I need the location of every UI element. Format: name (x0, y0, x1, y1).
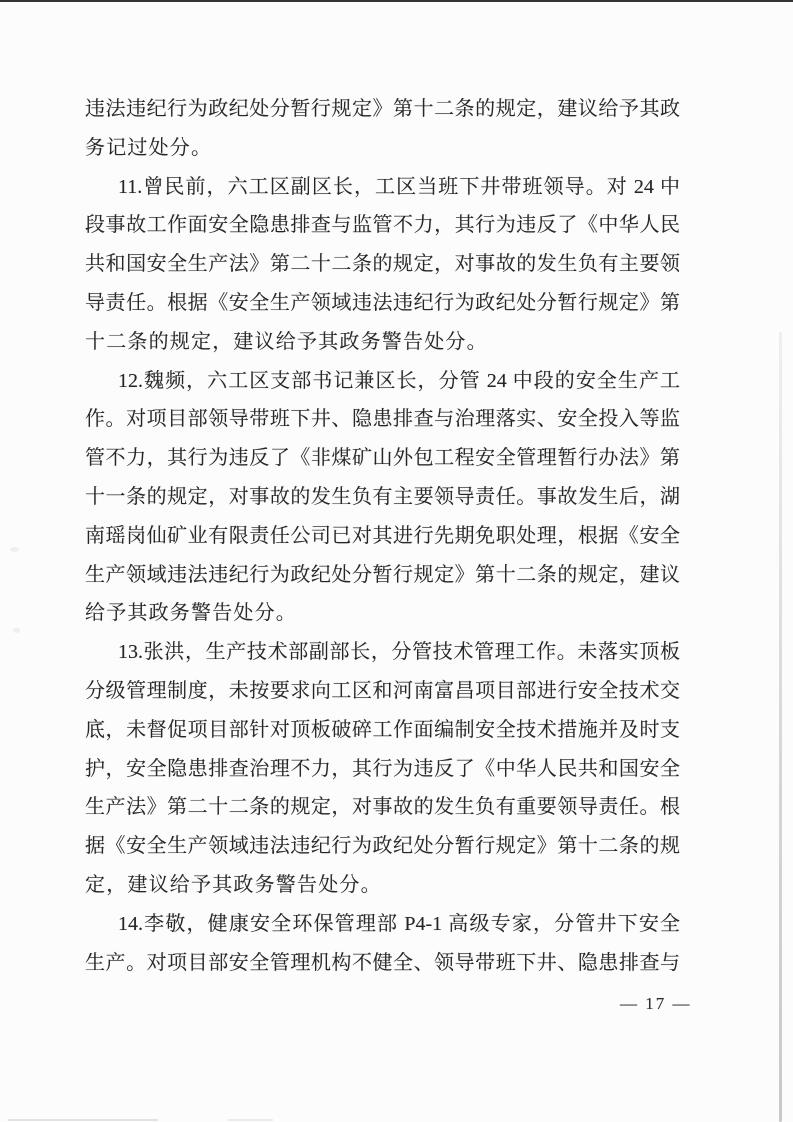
document-body (85, 90, 680, 982)
text-line: 段事故工作面安全隐患排查与监管不力，其行为违反了《中华人民 (85, 214, 680, 237)
text-line: 十二条的规定，建议给予其政务警告处分。 (85, 330, 488, 353)
text-line: 定，建议给予其政务警告处分。 (85, 873, 382, 896)
scan-bottom-edge-artifact (8, 1119, 158, 1121)
text-line: 违法违纪行为政纪处分暂行规定》第十二条的规定，建议给予其政 (85, 98, 680, 120)
text-line: 14.李敬，健康安全环保管理部 P4-1 高级专家，分管井下安全 (118, 912, 680, 935)
text-line: 12.魏频，六工区支部书记兼区长，分管 24 中段的安全生产工 (118, 369, 680, 392)
text-line: 据《安全生产领域违法违纪行为政纪处分暂行规定》第十二条的规 (85, 835, 680, 858)
text-line: 给予其政务警告处分。 (85, 602, 297, 625)
scan-margin-smudge (10, 547, 19, 552)
text-line: 生产。对项目部安全管理机构不健全、领导带班下井、隐患排查与 (85, 951, 680, 974)
scan-top-edge-artifact (0, 0, 793, 2)
text-line: 13.张洪，生产技术部副部长，分管技术管理工作。未落实顶板 (118, 641, 680, 664)
text-line: 作。对项目部领导带班下井、隐患排查与治理落实、安全投入等监 (85, 408, 680, 431)
text-line: 务记过处分。 (85, 136, 213, 159)
text-line: 南瑶岗仙矿业有限责任公司已对其进行先期免职处理，根据《安全 (85, 524, 680, 547)
text-line: 十一条的规定，对事故的发生负有主要领导责任。事故发生后，湖 (85, 485, 680, 508)
page-number: — 17 — (620, 994, 692, 1013)
text-line: 底，未督促项目部针对顶板破碎工作面编制安全技术措施并及时支 (85, 718, 680, 741)
scan-right-edge-shadow (779, 332, 782, 1122)
text-line: 生产法》第二十二条的规定，对事故的发生负有重要领导责任。根 (85, 796, 680, 819)
text-line: 分级管理制度，未按要求向工区和河南富昌项目部进行安全技术交 (85, 679, 680, 702)
text-line: 生产领域违法违纪行为政纪处分暂行规定》第十二条的规定，建议 (85, 563, 680, 586)
text-line: 护，安全隐患排查治理不力，其行为违反了《中华人民共和国安全 (85, 757, 680, 780)
text-line: 导责任。根据《安全生产领域违法违纪行为政纪处分暂行规定》第 (85, 291, 680, 314)
text-line: 11.曾民前，六工区副区长，工区当班下井带班领导。对 24 中 (118, 175, 680, 198)
text-line: 管不力，其行为违反了《非煤矿山外包工程安全管理暂行办法》第 (85, 447, 680, 470)
scan-bottom-edge-artifact (228, 1119, 273, 1121)
scan-margin-smudge (13, 628, 20, 633)
text-line: 共和国安全生产法》第二十二条的规定，对事故的发生负有主要领 (85, 253, 680, 276)
